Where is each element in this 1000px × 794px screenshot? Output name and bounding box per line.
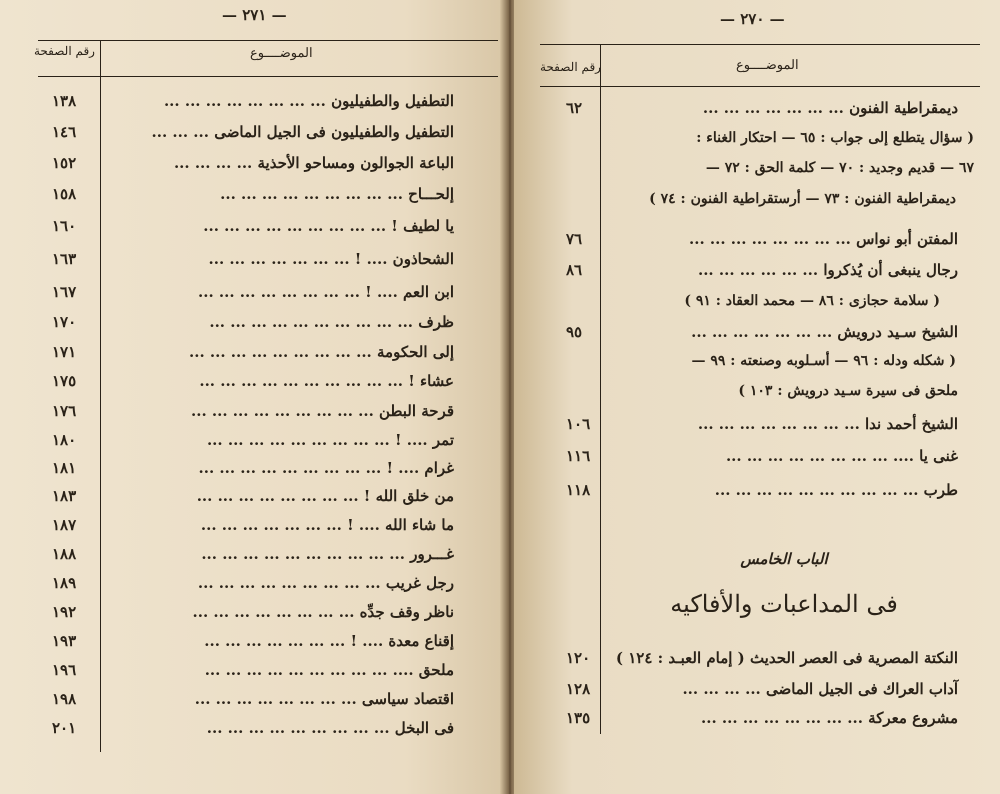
entry-page: ٦٢ — [566, 99, 583, 117]
entry-page: ١٣٥ — [566, 709, 591, 727]
toc-entry — [104, 456, 454, 480]
sub-entry-line: ( سلامة حجازى : ٨٦ — محمد العقاد : ٩١ ) — [684, 293, 940, 309]
toc-entry — [604, 706, 958, 730]
page-number: — ٢٧١ — — [222, 6, 287, 24]
entry-page: ١٥٨ — [52, 185, 77, 203]
sub-entry-line: ديمقراطية الفنون : ٧٣ — أرستقراطية الفنون : ٧٤ ) — [649, 191, 956, 207]
entry-page: ١٩٦ — [52, 661, 77, 679]
entry-topic: اقتصاد سياسى ... ... ... ... ... ... ... ... — [194, 690, 454, 708]
entry-page: ١٦٧ — [52, 283, 77, 301]
right-page — [514, 0, 1000, 794]
toc-entry — [104, 89, 454, 113]
entry-topic: غنى يا .... ... ... ... ... ... ... ... ... — [725, 447, 958, 465]
toc-entry — [604, 478, 958, 502]
entry-page: ١٩٢ — [52, 603, 77, 621]
entry-topic: الباعة الجوالون ومساحو الأحذية ... ... ... ... — [173, 154, 454, 172]
entry-topic: يا لطيف ! ... ... ... ... ... ... ... ... ... — [203, 217, 454, 235]
entry-topic: ظرف ... ... ... ... ... ... ... ... ... ... — [209, 313, 454, 331]
entry-page: ١٨٧ — [52, 516, 77, 534]
column-divider — [600, 44, 601, 734]
entry-topic: غرام .... ! ... ... ... ... ... ... ... ... ... — [198, 459, 454, 477]
entry-page: ١٦٣ — [52, 250, 77, 268]
toc-entry — [104, 600, 454, 624]
section-label: الباب الخامس — [740, 550, 828, 568]
entry-topic: التطفيل والطفيليون فى الجيل الماضى ... ... ... — [151, 123, 454, 141]
entry-topic: الشيخ سـيد درويش ... ... ... ... ... ... ... — [691, 323, 958, 341]
toc-entry — [104, 182, 454, 206]
toc-entry — [104, 716, 454, 740]
entry-topic: إلحـــاح ... ... ... ... ... ... ... ... ... — [220, 185, 454, 203]
toc-entry — [104, 629, 454, 653]
entry-page: ١١٨ — [566, 481, 591, 499]
entry-page: ١٥٢ — [52, 154, 77, 172]
toc-entry — [104, 658, 454, 682]
entry-topic: المفتن أبو نواس ... ... ... ... ... ... ... ... — [689, 230, 958, 248]
toc-entry — [104, 399, 454, 423]
toc-entry — [104, 214, 454, 238]
entry-page: ١٧٥ — [52, 372, 77, 390]
sub-entry-line: ملحق فى سيرة سـيد درويش : ١٠٣ ) — [738, 383, 958, 399]
entry-page: ١٨٨ — [52, 545, 77, 563]
sub-entry-line: ( شكله ودله : ٩٦ — أسـلوبه وصنعته : ٩٩ — — [691, 353, 956, 369]
entry-topic: ناظر وقف جدِّه ... ... ... ... ... ... ... ... — [192, 603, 454, 621]
entry-topic: عشاء ! ... ... ... ... ... ... ... ... ... ... — [199, 372, 454, 390]
entry-topic: تمر .... ! ... ... ... ... ... ... ... ... ... — [206, 431, 454, 449]
entry-topic: الشيخ أحمد ندا ... ... ... ... ... ... ... ... — [697, 415, 958, 433]
entry-topic: إلى الحكومة ... ... ... ... ... ... ... ... ... — [189, 343, 454, 361]
toc-entry — [604, 227, 958, 251]
entry-page: ١٤٦ — [52, 123, 77, 141]
header-page-column: رقم الصفحة — [34, 44, 95, 58]
entry-topic: ابن العم .... ! ... ... ... ... ... ... ... ... — [198, 283, 454, 301]
page-number: — ٢٧٠ — — [720, 10, 785, 28]
entry-page: ١٢٠ — [566, 649, 591, 667]
toc-entry — [104, 428, 454, 452]
entry-page: ٩٥ — [566, 323, 583, 341]
toc-entry — [104, 120, 454, 144]
toc-entry — [104, 280, 454, 304]
toc-entry — [604, 412, 958, 436]
entry-page: ٨٦ — [566, 261, 583, 279]
toc-entry — [104, 340, 454, 364]
entry-page: ١٣٨ — [52, 92, 77, 110]
entry-page: ٢٠١ — [52, 719, 77, 737]
toc-entry — [104, 369, 454, 393]
entry-topic: إقناع معدة .... ! ... ... ... ... ... ... ... — [204, 632, 454, 650]
toc-entry — [104, 542, 454, 566]
toc-entry — [604, 677, 958, 701]
entry-page: ١٨٩ — [52, 574, 77, 592]
header-page-column: رقم الصفحة — [540, 60, 601, 74]
entry-page: ١١٦ — [566, 447, 591, 465]
entry-topic: النكتة المصرية فى العصر الحديث ( إمام العبـد : ١٢٤ ) — [615, 649, 958, 667]
entry-topic: فى البخل ... ... ... ... ... ... ... ... ... — [206, 719, 454, 737]
toc-entry — [104, 151, 454, 175]
toc-entry — [104, 687, 454, 711]
entry-page: ٧٦ — [566, 230, 583, 248]
entry-topic: قرحة البطن ... ... ... ... ... ... ... ... ... — [191, 402, 454, 420]
section-title: فى المداعبات والأفاكيه — [670, 590, 898, 618]
toc-entry — [604, 646, 958, 670]
entry-page: ١٢٨ — [566, 680, 591, 698]
header-topic: الموضــــوع — [250, 46, 313, 61]
entry-topic: طرب ... ... ... ... ... ... ... ... ... ... — [714, 481, 958, 499]
entry-page: ١٨٠ — [52, 431, 77, 449]
sub-entry-line: ( سؤال يتطلع إلى جواب : ٦٥ — احتكار الغناء : — [696, 130, 974, 146]
entry-topic: غـــرور ... ... ... ... ... ... ... ... ... ... — [201, 545, 454, 563]
toc-entry — [604, 320, 958, 344]
entry-page: ١٧٠ — [52, 313, 77, 331]
entry-topic: رجال ينبغى أن يُذكروا ... ... ... ... ... ... — [697, 261, 958, 279]
entry-topic: ما شاء الله .... ! ... ... ... ... ... ... ... — [200, 516, 454, 534]
entry-page: ١٧٦ — [52, 402, 77, 420]
entry-page: ١٨١ — [52, 459, 77, 477]
toc-entry — [104, 310, 454, 334]
entry-page: ١٩٣ — [52, 632, 77, 650]
sub-entry-line: ٦٧ — قديم وجديد : ٧٠ — كلمة الحق : ٧٢ — — [705, 160, 974, 176]
toc-entry — [604, 444, 958, 468]
entry-page: ١٦٠ — [52, 217, 77, 235]
entry-topic: التطفيل والطفيليون ... ... ... ... ... ... ... ... — [163, 92, 454, 110]
entry-topic: آداب العراك فى الجيل الماضى ... ... ... ... — [682, 680, 958, 698]
entry-page: ١٩٨ — [52, 690, 77, 708]
toc-entry — [604, 96, 958, 120]
entry-topic: ملحق .... ... ... ... ... ... ... ... ... ... — [204, 661, 454, 679]
header-top-rule — [38, 40, 498, 41]
header-topic: الموضــــوع — [736, 58, 799, 73]
entry-topic: الشحاذون .... ! ... ... ... ... ... ... ... — [208, 250, 454, 268]
toc-entry — [104, 247, 454, 271]
entry-topic: من خلق الله ! ... ... ... ... ... ... ... ... — [196, 487, 454, 505]
column-divider — [100, 40, 101, 752]
toc-entry — [104, 484, 454, 508]
toc-entry — [104, 571, 454, 595]
entry-topic: ديمقراطية الفنون ... ... ... ... ... ... ... — [702, 99, 958, 117]
toc-entry — [104, 513, 454, 537]
entry-page: ١٧١ — [52, 343, 77, 361]
header-bottom-rule — [540, 86, 980, 87]
entry-topic: رجل غريب ... ... ... ... ... ... ... ... ... — [197, 574, 454, 592]
entry-topic: مشروع معركة ... ... ... ... ... ... ... ... — [701, 709, 958, 727]
entry-page: ١٨٣ — [52, 487, 77, 505]
entry-page: ١٠٦ — [566, 415, 591, 433]
header-bottom-rule — [38, 76, 498, 77]
header-top-rule — [540, 44, 980, 45]
toc-entry — [604, 258, 958, 282]
